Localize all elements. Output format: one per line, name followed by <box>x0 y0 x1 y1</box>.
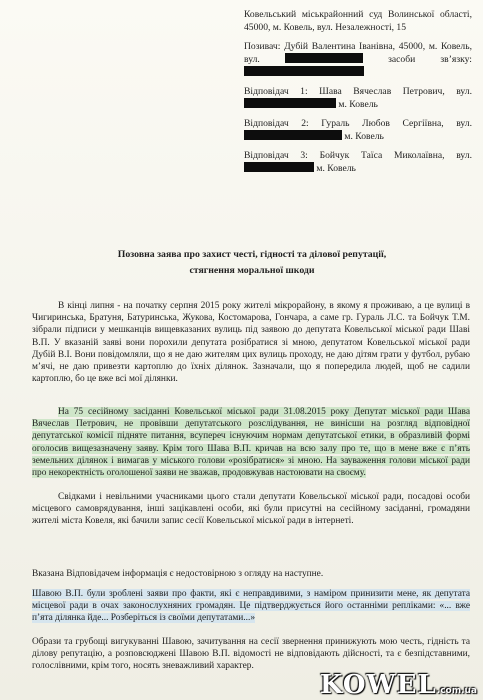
defendant3-text: Відповідач 3: Бойчук Таїса Миколаївна, вул. <box>244 150 472 161</box>
paragraph-4: Вказана Відповідачем інформація є недостовірною з огляду на наступне. <box>32 569 324 579</box>
defendant1-block <box>244 85 472 111</box>
paragraph-5 <box>32 588 470 625</box>
title-line-1: Позовна заява про захист честі, гідності та ділової репутації, <box>117 249 387 260</box>
paragraph-2-text: На 75 сесійному засіданні Ковельської міської ради 31.08.2015 року Депутат міської ради Шава Вячеслав Петрович, не провівши депутатського розслідування, не винісши на розгляд відповідної депутатської комісії підняте питання, всупереч існуючим нормам депутатської етики, в образливій формі оголосив вищезазначену заяву. Крім того Шава В.П. кричав на всю залу про те, що в мене вже є п’ять земельних ділянок і вимагав у міського голови «розібратися» зі мною. На зауваження голови міської ради про некоректність оголошеної заяви не зважав, продовжував настоювати на своєму. <box>32 407 470 479</box>
title-line-2: стягнення моральної шкоди <box>189 265 315 276</box>
watermark-tld: .com.ua <box>436 686 477 696</box>
site-watermark <box>319 670 477 700</box>
paragraph-6: Образи та грубощі вигукуванні Шавою, зачитування на сесії звернення принижують мою честь, гідність та ділову репутацію, а розповсюджені Шавою В.П. відомості не відповідають дійсності, та є безпідставними, голослівними, крім того, носять зневажливий характер. <box>32 637 470 672</box>
paragraph-2 <box>32 406 470 479</box>
redaction-bar <box>244 98 336 108</box>
defendant1-city: м. Ковель <box>338 99 378 110</box>
plaintiff-text: Позивач: Дубій Валентина Іванівна, 45000, м. Ковель, вул. <box>244 41 472 65</box>
paragraph-5-text: Шавою В.П. були зроблені заяви про факти, які є неправдивими, з наміром принизити мене, як депутата місцевої ради в очах законослухняних громадян. Це підтверджується його останніми репліками: «... вже п’ята ділянка йде... Розберіться із своїми депутатами...» <box>32 589 470 624</box>
defendant2-city: м. Ковель <box>344 131 384 142</box>
redaction-bar <box>244 66 364 76</box>
defendant3-city: м. Ковель <box>316 163 356 174</box>
defendant2-text: Відповідач 2: Гураль Любов Сергіївна, вул. <box>244 118 472 129</box>
document-header <box>244 8 472 181</box>
redaction-bar <box>244 130 342 140</box>
defendant1-text: Відповідач 1: Шава Вячеслав Петрович, вул. <box>244 86 472 97</box>
court-address: Ковельський міськрайонний суд Волинської області, 45000, м. Ковель, вул. Незалежності, 15 <box>244 9 472 33</box>
watermark-brand: KOWEL <box>319 670 437 700</box>
defendant3-block <box>244 149 472 175</box>
plaintiff-contact-text: засоби зв’язку: <box>388 54 472 65</box>
plaintiff-block <box>244 40 472 79</box>
redaction-bar <box>285 53 363 63</box>
paragraph-3: Свідками і невільними учасниками цього стали депутати Ковельської міської ради, посадові особи місцевого самоврядування, інші зацікавлені особи, які були присутні на сесійному засіданні, громадяни жителі міста Ковеля, які бачили запис сесії Ковельської міської ради в інтернеті. <box>32 492 470 527</box>
document-title <box>92 247 412 279</box>
redaction-bar <box>244 162 314 172</box>
paragraph-1: В кінці липня - на початку серпня 2015 року жителі мікрорайону, в якому я проживаю, а це вулиці в Чигиринська, Братуня, Батуринська, Жукова, Костомарова, Гончара, а саме гр. Гураль Л.С. та Бойчук Т.М. зібрали підписи у мешканців вищевказаних вулиць під заявою до депутата Ковельської міської ради Шаві В.П. У вказаній заяві вони порохили депутата розібратися зі мною, депутатом Ковельської міської ради Дубій В.І. Вони повідомляли, що я не даю жителям цих вулиць проходу, не даю дітям грати у футбол, рубаю м’ячі, не даю привезти картоплю до їхніх ділянок. Зазначали, що я попередила людей, щоб не садили картоплю, бо це вже всі мої ділянки. <box>32 301 470 385</box>
defendant2-block <box>244 117 472 143</box>
